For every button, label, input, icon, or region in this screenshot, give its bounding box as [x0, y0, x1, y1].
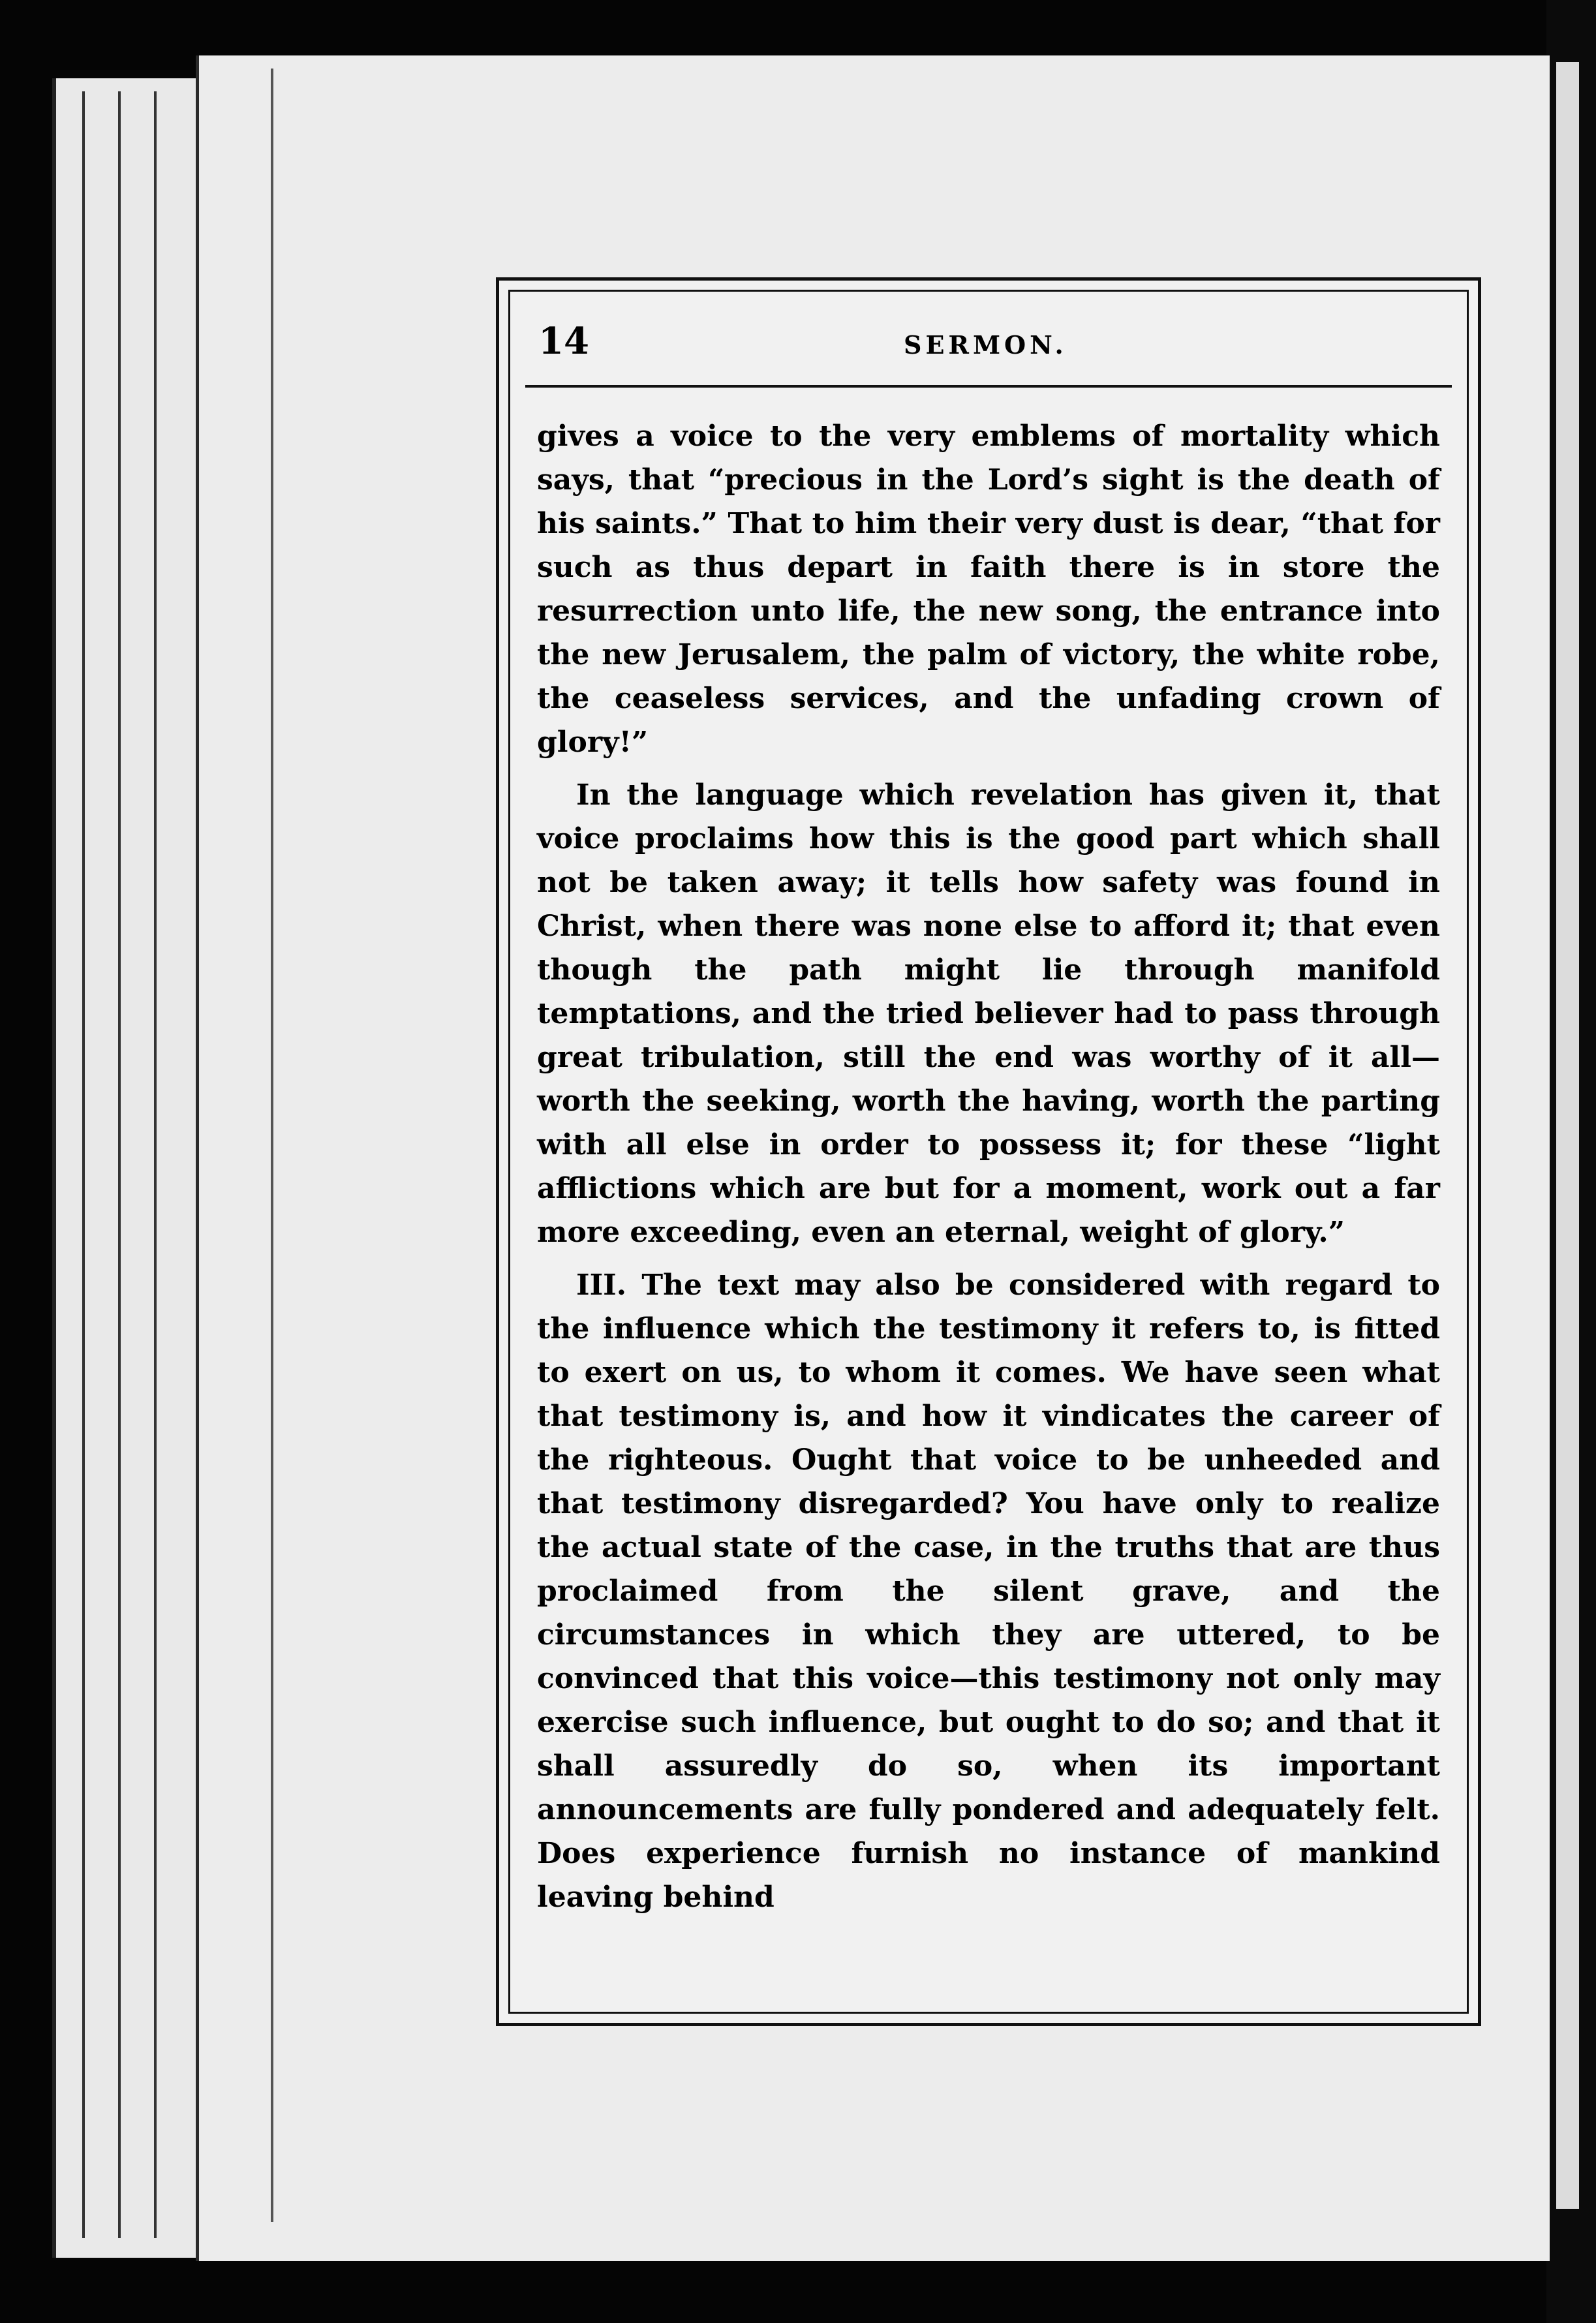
- page-edge-line: [154, 91, 157, 2238]
- paragraph: III. The text may also be considered with regard to the influence which the testimony it refers to, is fitted to exert on us, to whom it comes. We have seen what that testimony is, and how it vindicates the career of the righteous. Ought that voice to be unheeded and that testimony disregarded? You have only to realize the actual state of the case, in the truths that are thus proclaimed from the silent grave, and the circumstances in which they are uttered, to be convinced that this voice—this testimony not only may exercise such influence, but ought to do so; and that it shall assuredly do so, when its important announcements are fully pondered and adequately felt. Does experience furnish no instance of mankind leaving behind: [537, 1269, 1440, 1914]
- running-head: SERMON.: [904, 330, 1067, 360]
- page-edge-line: [118, 91, 121, 2238]
- page-body: [537, 414, 1440, 1928]
- page-header: [538, 320, 1439, 372]
- page-gutter-line: [271, 69, 273, 2222]
- header-rule: [525, 385, 1452, 388]
- paragraph: In the language which revelation has given it, that voice proclaims how this is the good part which shall not be taken away; it tells how safety was found in Christ, when there was none else to afford it; that even though the path might lie through manifold temptations, and the tried believer had to pass through great tribulation, still the end was worthy of it all—worth the seeking, worth the having, worth the parting with all else in order to possess it; for these “light afflictions which are but for a moment, work out a far more exceeding, even an eternal, weight of glory.”: [537, 778, 1440, 1249]
- facing-page-edge: [1556, 62, 1579, 2209]
- paragraph: gives a voice to the very emblems of mortality which says, that “precious in the Lord’s sight is the death of his saints.” That to him their very dust is dear, “that for such as thus depart in faith there is in store the resurrection unto life, the new song, the entrance into the new Jerusalem, the palm of victory, the white robe, the ceaseless services, and the unfading crown of glory!”: [537, 420, 1440, 759]
- page-edge-line: [82, 91, 85, 2238]
- page-number: 14: [538, 320, 589, 363]
- text-block-frame: [496, 277, 1481, 2026]
